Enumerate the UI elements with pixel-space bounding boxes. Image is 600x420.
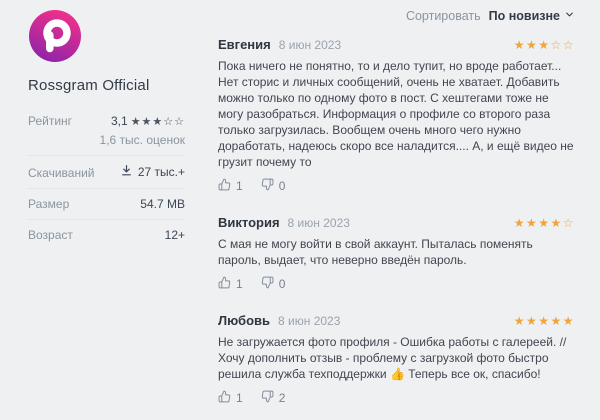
reviews-panel <box>190 0 600 420</box>
review-vote-row <box>218 276 575 292</box>
sort-label: Сортировать <box>405 9 481 23</box>
downloads-label: Скачиваний <box>28 166 95 180</box>
rating-label: Рейтинг <box>28 114 73 128</box>
download-icon <box>120 164 133 180</box>
sort-bar <box>218 8 575 24</box>
review-date: 8 июн 2023 <box>287 216 350 230</box>
dislike-count: 2 <box>278 391 286 405</box>
review-star-rating: ★★★☆☆ <box>513 38 575 52</box>
review-header <box>218 215 575 230</box>
review-text: С мая не могу войти в свой аккаунт. Пыталась поменять пароль, выдает, что неверно введён пароль. <box>218 237 533 267</box>
rating-stars: ★★★☆☆ <box>130 116 185 128</box>
review-star-rating: ★★★★☆ <box>513 216 575 230</box>
like-count: 1 <box>236 277 243 291</box>
like-count: 1 <box>236 179 243 193</box>
thumb-down-icon <box>261 276 274 292</box>
rossgram-logo-icon <box>28 9 82 63</box>
size-row <box>28 189 185 220</box>
review-vote-row <box>218 178 575 194</box>
chevron-down-icon <box>564 9 575 23</box>
app-info-sidebar <box>0 0 190 420</box>
dislike-button[interactable] <box>261 276 286 292</box>
dislike-count: 0 <box>278 179 286 193</box>
thumb-down-icon <box>261 390 274 406</box>
review-vote-row <box>218 390 575 406</box>
like-count: 1 <box>236 391 243 405</box>
review-author: Евгения <box>218 37 271 52</box>
review-card <box>218 37 575 194</box>
review-card <box>218 215 575 292</box>
dislike-button[interactable] <box>261 178 286 194</box>
age-label: Возраст <box>28 228 73 242</box>
review-author: Виктория <box>218 215 280 230</box>
age-row <box>28 220 185 250</box>
app-stats <box>28 106 185 250</box>
review-header <box>218 37 575 52</box>
downloads-value: 27 тыс.+ <box>137 165 185 179</box>
review-text: Пока ничего не понятно, то и дело тупит, но вроде работает... Нет сторис и личных сообщений, очень не хватает. Добавить можно только по одному фото в пост. С хештегами тоже не могу разобраться. Информация о профиле со второго раза только загрузилась. Вообщем очень много чего нужно доработать, надеюсь скоро все наладится.... А, и ещё видео не грузит почему то <box>218 59 574 169</box>
like-button[interactable] <box>218 178 243 194</box>
sort-selected-value: По новизне <box>488 9 560 23</box>
size-label: Размер <box>28 197 70 211</box>
review-date: 8 июн 2023 <box>278 38 342 52</box>
review-text: Не загружается фото профиля - Ошибка работы с галереей. // Хочу дополнить отзыв - проблему с загрузкой фото быстро решила служба техподдержки 👍 Теперь все ок, спасибо! <box>218 335 567 381</box>
like-button[interactable] <box>218 390 243 406</box>
review-author: Любовь <box>218 313 271 328</box>
app-title: Rossgram Official <box>28 77 150 94</box>
rating-value: 3,1 <box>111 114 128 128</box>
like-button[interactable] <box>218 276 243 292</box>
review-star-rating: ★★★★★ <box>513 314 575 328</box>
size-value: 54.7 MB <box>140 197 185 211</box>
thumb-down-icon <box>261 178 274 194</box>
dislike-button[interactable] <box>261 390 286 406</box>
thumb-up-icon <box>218 178 231 194</box>
sort-dropdown[interactable] <box>489 9 575 23</box>
thumb-up-icon <box>218 276 231 292</box>
review-header <box>218 313 575 328</box>
rating-count: 1,6 тыс. оценок <box>99 133 185 147</box>
age-value: 12+ <box>164 228 185 242</box>
rating-row <box>28 106 185 156</box>
dislike-count: 0 <box>278 277 286 291</box>
rating-value-block <box>100 114 185 147</box>
review-card <box>218 313 575 406</box>
review-date: 8 июн 2023 <box>278 314 341 328</box>
downloads-row <box>28 156 185 189</box>
thumb-up-icon <box>218 390 231 406</box>
